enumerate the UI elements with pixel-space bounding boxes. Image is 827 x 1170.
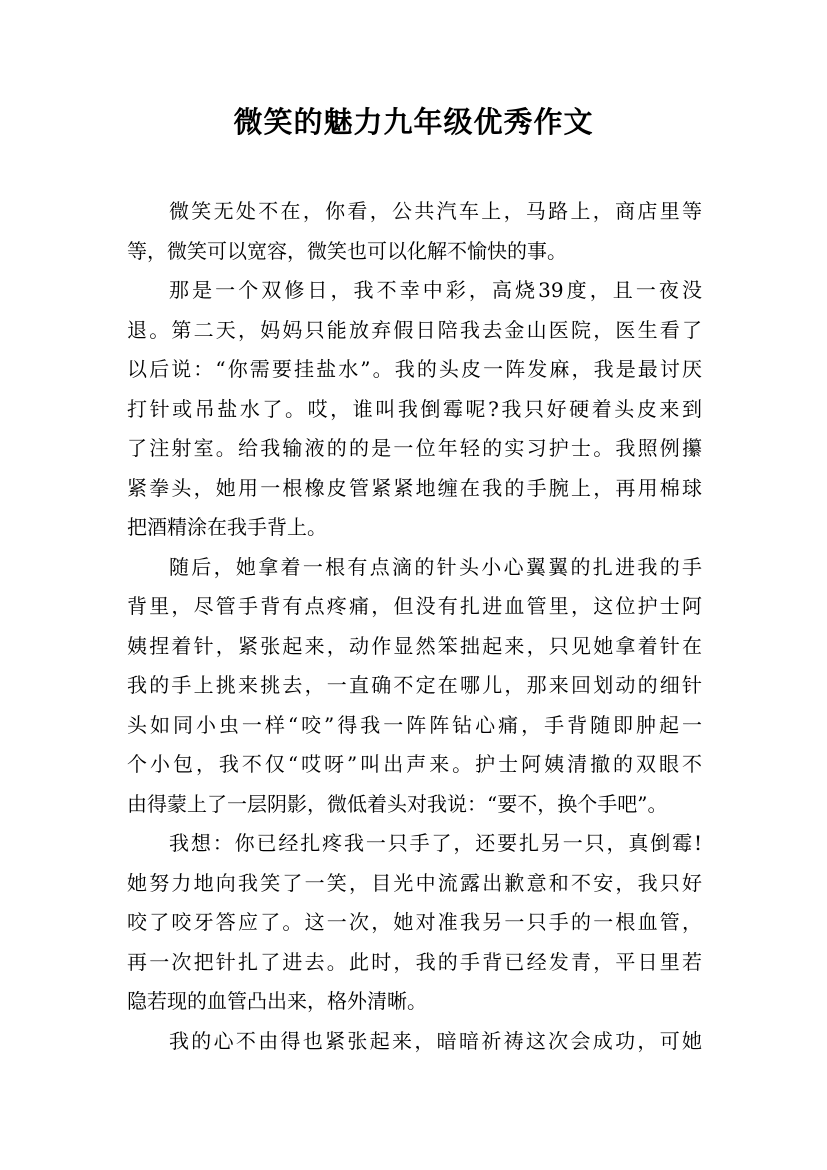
- text-line: 等，微笑可以宽容，微笑也可以化解不愉快的事。: [127, 238, 567, 263]
- text-line: 头如同小虫一样“咬”得我一阵阵钻心痛，手背随即肿起一: [127, 712, 702, 737]
- text-line: 我的手上挑来挑去，一直确不定在哪儿，那来回划动的细针: [127, 673, 702, 697]
- text-line: 紧拳头，她用一根橡皮管紧紧地缠在我的手腕上，再用棉球: [127, 475, 702, 500]
- text-line: 退。第二天，妈妈只能放弃假日陪我去金山医院，医生看了: [127, 317, 702, 342]
- text-line: 背里，尽管手背有点疼痛，但没有扎进血管里，这位护士阿: [127, 594, 702, 618]
- text-line: 那是一个双修日，我不幸中彩，高烧39度，且一夜没: [169, 278, 702, 302]
- essay-body: [127, 192, 702, 1061]
- text-line: 再一次把针扎了进去。此时，我的手背已经发青，平日里若: [127, 949, 702, 974]
- text-line: 个小包，我不仅“哎呀”叫出声来。护士阿姨清撤的双眼不: [127, 752, 702, 776]
- text-line: 她努力地向我笑了一笑，目光中流露出歉意和不安，我只好: [127, 870, 702, 895]
- text-line: 由得蒙上了一层阴影，微低着头对我说：“要不，换个手吧”。: [127, 791, 668, 816]
- text-line: 姨捏着针，紧张起来，动作显然笨拙起来，只见她拿着针在: [127, 633, 702, 658]
- text-line: 打针或吊盐水了。哎，谁叫我倒霉呢?我只好硬着头皮来到: [127, 396, 702, 421]
- text-line: 隐若现的血管凸出来，格外清晰。: [127, 989, 427, 1013]
- text-line: 了注射室。给我输液的的是一位年轻的实习护士。我照例攥: [127, 436, 702, 460]
- text-line: 以后说：“你需要挂盐水”。我的头皮一阵发麻，我是最讨厌: [127, 357, 702, 381]
- text-line: 把酒精涂在我手背上。: [127, 515, 327, 539]
- text-line: 我想：你已经扎疼我一只手了，还要扎另一只，真倒霉!: [169, 831, 702, 855]
- text-line: 随后，她拿着一根有点滴的针头小心翼翼的扎进我的手: [169, 554, 702, 579]
- text-line: 咬了咬牙答应了。这一次，她对准我另一只手的一根血管，: [127, 910, 702, 934]
- text-line: 我的心不由得也紧张起来，暗暗祈祷这次会成功，可她: [169, 1028, 702, 1053]
- text-line: 微笑无处不在，你看，公共汽车上，马路上，商店里等: [169, 199, 702, 223]
- essay-title: 微笑的魅力九年级优秀作文: [233, 105, 594, 139]
